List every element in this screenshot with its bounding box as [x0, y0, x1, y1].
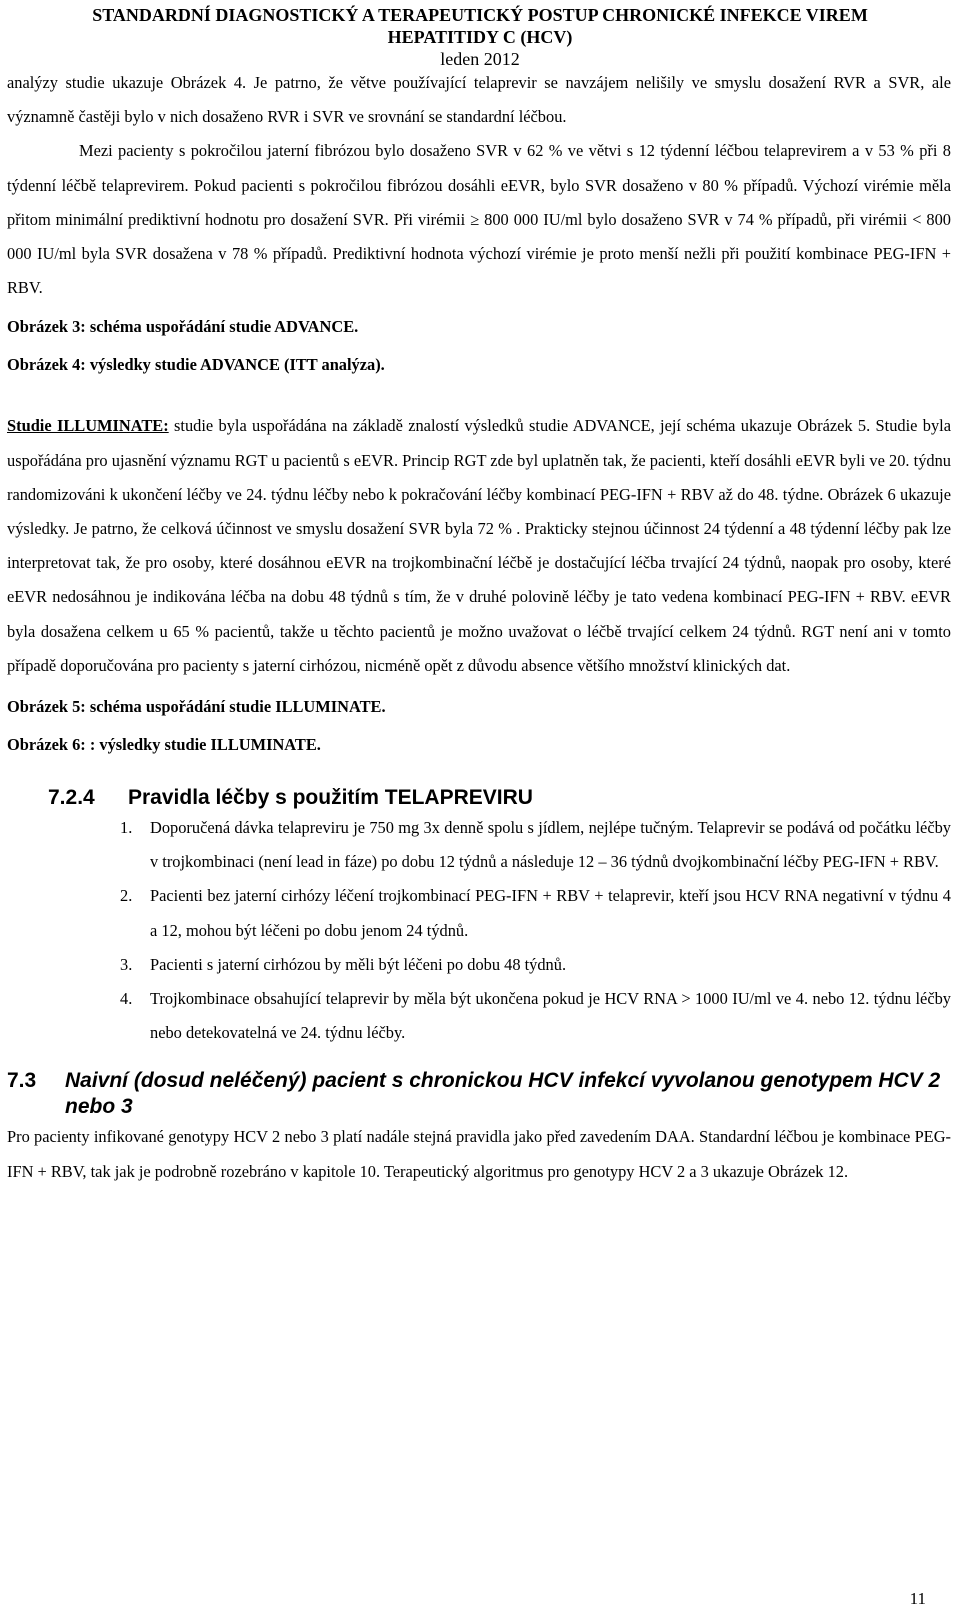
- list-item-text: Pacienti bez jaterní cirhózy léčení trojkombinací PEG-IFN + RBV + telaprevir, kteří jsou HCV RNA negativní v týdnu 4 a 12, mohou být léčeni po dobu jenom 24 týdnů.: [150, 886, 951, 940]
- list-item-number: 2.: [120, 886, 133, 906]
- list-item-number: 3.: [120, 954, 133, 974]
- figure-caption-3: Obrázek 3: schéma uspořádání studie ADVANCE.: [7, 317, 359, 337]
- subsection-title: Pravidla léčby s použitím TELAPREVIRU: [128, 786, 533, 810]
- paragraph-illuminate: [7, 409, 951, 683]
- list-item: [7, 982, 951, 1050]
- list-item-number: 1.: [120, 818, 133, 838]
- paragraph-fibrosis: Mezi pacienty s pokročilou jaterní fibrózou bylo dosaženo SVR v 62 % ve větvi s 12 týdenní léčbou telaprevirem a v 53 % při 8 týdenní léčbě telaprevirem. Pokud pacienti s pokročilou fibrózou dosáhli eEVR, bylo SVR dosaženo v 80 % případů. Výchozí virémie měla přitom minimální prediktivní hodnotu pro dosažení SVR. Při virémii ≥ 800 000 IU/ml bylo dosaženo SVR v 74 % případů, při virémii < 800 000 IU/ml byla SVR dosažena v 78 % případů. Prediktivní hodnota výchozí virémie je proto menší nežli při použití kombinace PEG-IFN + RBV.: [7, 141, 951, 298]
- page-body: [7, 66, 951, 1189]
- header-title-line2: HEPATITIDY C (HCV): [387, 27, 573, 47]
- section-title: Naivní (dosud neléčený) pacient s chronickou HCV infekcí vyvolanou genotypem HCV 2 nebo 3: [65, 1069, 941, 1119]
- list-item: [7, 879, 951, 947]
- list-item: [7, 948, 951, 982]
- section-number: 7.3: [7, 1069, 37, 1093]
- rules-list: [7, 811, 951, 1050]
- page-number: 11: [909, 1589, 926, 1608]
- figure-caption-5: Obrázek 5: schéma uspořádání studie ILLUMINATE.: [7, 697, 386, 717]
- illuminate-lead: Studie ILLUMINATE:: [7, 416, 169, 436]
- header-title-line1: STANDARDNÍ DIAGNOSTICKÝ A TERAPEUTICKÝ POSTUP CHRONICKÉ INFEKCE VIREM: [92, 5, 868, 25]
- running-header: [8, 0, 952, 70]
- paragraph-advance-summary: analýzy studie ukazuje Obrázek 4. Je patrno, že větve používající telaprevir se navzájem nelišily ve smyslu dosažení RVR a SVR, ale významně častěji bylo v nich dosaženo RVR i SVR ve srovnání se standardní léčbou.: [7, 73, 951, 127]
- section-heading: [7, 1068, 951, 1120]
- list-item-text: Trojkombinace obsahující telaprevir by měla být ukončena pokud je HCV RNA > 1000 IU/ml ve 4. nebo 12. týdnu léčby nebo detekovatelná ve 24. týdnu léčby.: [150, 989, 951, 1043]
- subsection-heading: [7, 785, 951, 811]
- list-item: [7, 811, 951, 879]
- header-date: leden 2012: [440, 49, 520, 69]
- list-item-number: 4.: [120, 989, 133, 1009]
- illuminate-text: studie byla uspořádána na základě znalostí výsledků studie ADVANCE, její schéma ukazuje Obrázek 5. Studie byla uspořádána pro ujasnění významu RGT u pacientů s eEVR. Princip RGT zde byl uplatněn tak, že pacienti, kteří dosáhli eEVR byli ve 20. týdnu randomizováni k ukončení léčby ve 24. týdnu léčby nebo k pokračování léčby kombinací PEG-IFN + RBV až do 48. týdne. Obrázek 6 ukazuje výsledky. Je patrno, že celková účinnost ve smyslu dosažení SVR byla 72 % . Prakticky stejnou účinnost 24 týdenní a 48 týdenní léčby pak lze interpretovat tak, že pro osoby, které dosáhnou eEVR na trojkombinační léčbě je dostačující léčba trvající 24 týdnů, naopak pro osoby, které eEVR nedosáhnou je indikována léčba na dobu 48 týdnů s tím, že v druhé polovině léčby je tato vedena kombinací PEG-IFN + RBV. eEVR byla dosažena celkem u 65 % pacientů, takže u těchto pacientů je možno uvažovat o léčbě trvající celkem 24 týdnů. RGT není ani v tomto případě doporučována pro pacienty s jaterní cirhózou, nicméně opět z důvodu absence většího množství klinických dat.: [7, 416, 951, 675]
- subsection-number: 7.2.4: [48, 786, 95, 810]
- list-item-text: Doporučená dávka telapreviru je 750 mg 3x denně spolu s jídlem, nejlépe tučným. Telaprevir se podává od počátku léčby v trojkombinaci (není lead in fáze) po dobu 12 týdnů a následuje 12 – 36 týdnů dvojkombinační léčby PEG-IFN + RBV.: [150, 818, 951, 872]
- figure-caption-6: Obrázek 6: : výsledky studie ILLUMINATE.: [7, 735, 321, 755]
- figure-caption-4: Obrázek 4: výsledky studie ADVANCE (ITT analýza).: [7, 355, 385, 375]
- list-item-text: Pacienti s jaterní cirhózou by měli být léčeni po dobu 48 týdnů.: [150, 954, 567, 974]
- paragraph-genotype-2-3: Pro pacienty infikované genotypy HCV 2 nebo 3 platí nadále stejná pravidla jako před zavedením DAA. Standardní léčbou je kombinace PEG-IFN + RBV, tak jak je podrobně rozebráno v kapitole 10. Terapeutický algoritmus pro genotypy HCV 2 a 3 ukazuje Obrázek 12.: [7, 1127, 951, 1181]
